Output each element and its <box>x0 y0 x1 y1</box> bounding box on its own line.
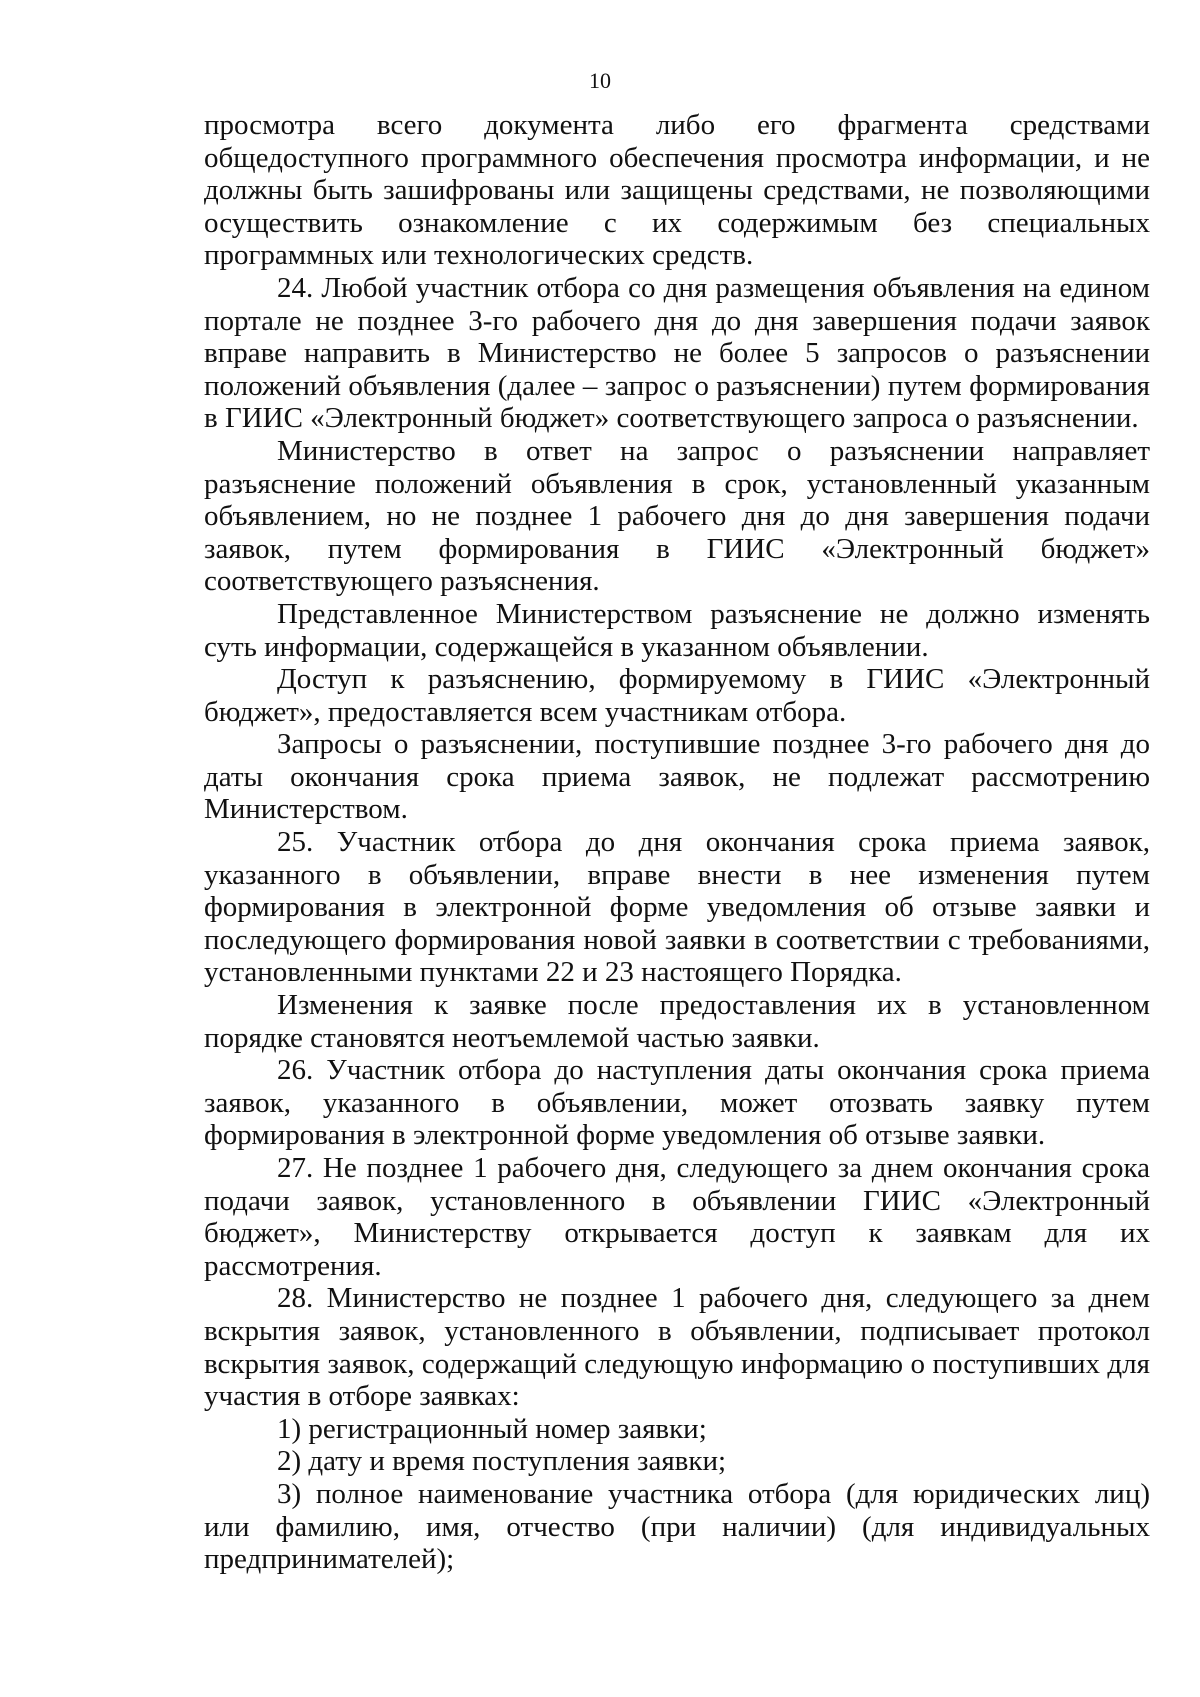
paragraph: 26. Участник отбора до наступления даты окончания срока приема заявок, указанного в объявлении, может отозвать заявку путем формирования в электронной форме уведомления об отзыве заявки. <box>204 1054 1150 1152</box>
paragraph: Доступ к разъяснению, формируемому в ГИИС «Электронный бюджет», предоставляется всем участникам отбора. <box>204 663 1150 728</box>
paragraph: 2) дату и время поступления заявки; <box>277 1445 727 1478</box>
paragraph: 1) регистрационный номер заявки; <box>277 1412 707 1445</box>
paragraph: Представленное Министерством разъяснение не должно изменять суть информации, содержащейся в указанном объявлении. <box>204 597 1150 663</box>
paragraph: 24. Любой участник отбора со дня размещения объявления на едином портале не позднее 3-го рабочего дня до дня завершения подачи заявок вправе направить в Министерство не более 5 запросов о разъяснении положений объявления (далее – запрос о разъяснении) путем формирования в ГИИС «Электронный бюджет» соответствующего запроса о разъяснении. <box>204 271 1150 435</box>
document-body <box>204 109 1150 1576</box>
paragraph: 25. Участник отбора до дня окончания срока приема заявок, указанного в объявлении, вправе внести в нее изменения путем формирования в электронной форме уведомления об отзыве заявки и последующего формирования новой заявки в соответствии с требованиями, установленными пунктами 22 и 23 настоящего Порядка. <box>204 826 1150 989</box>
paragraph: Изменения к заявке после предоставления их в установленном порядке становятся неотъемлемой частью заявки. <box>204 989 1150 1054</box>
paragraph: 27. Не позднее 1 рабочего дня, следующего за днем окончания срока подачи заявок, установленного в объявлении ГИИС «Электронный бюджет», Министерству открывается доступ к заявкам для их рассмотрения. <box>204 1152 1150 1282</box>
paragraph: Министерство в ответ на запрос о разъяснении направляет разъяснение положений объявления в срок, установленный указанным объявлением, но не позднее 1 рабочего дня до дня завершения подачи заявок, путем формирования в ГИИС «Электронный бюджет» соответствующего разъяснения. <box>204 434 1150 598</box>
page-number: 10 <box>589 68 611 93</box>
paragraph: Запросы о разъяснении, поступившие позднее 3-го рабочего дня до даты окончания срока приема заявок, не подлежат рассмотрению Министерством. <box>204 728 1150 826</box>
paragraph: 3) полное наименование участника отбора (для юридических лиц) или фамилию, имя, отчество (при наличии) (для индивидуальных предпринимателей); <box>204 1477 1150 1576</box>
paragraph: 28. Министерство не позднее 1 рабочего дня, следующего за днем вскрытия заявок, установленного в объявлении, подписывает протокол вскрытия заявок, содержащий следующую информацию о поступивших для участия в отборе заявках: <box>204 1282 1150 1413</box>
paragraph: просмотра всего документа либо его фрагмента средствами общедоступного программного обеспечения просмотра информации, и не должны быть зашифрованы или защищены средствами, не позволяющими осуществить ознакомление с их содержимым без специальных программных или технологических средств. <box>204 109 1150 272</box>
